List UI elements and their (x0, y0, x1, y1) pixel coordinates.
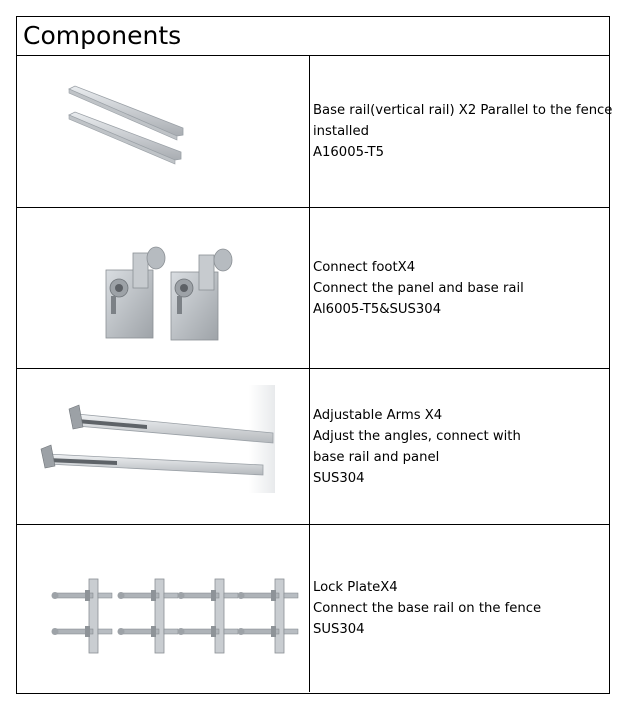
item-material: SUS304 (313, 622, 365, 637)
table-title: Components (23, 21, 182, 50)
description-cell (311, 525, 609, 692)
item-description-cont: base rail and panel (313, 449, 440, 465)
table-row (17, 56, 613, 208)
item-material: A16005-T5 (313, 145, 384, 160)
base-rail-icon (17, 56, 308, 206)
description-cell (311, 56, 613, 207)
item-material: SUS304 (313, 470, 365, 486)
item-description: Connect the base rail on the fence (313, 601, 542, 616)
adjustable-arm-icon (17, 369, 308, 523)
image-cell (17, 208, 310, 368)
item-description: installed (313, 124, 369, 139)
item-name: Connect footX4 (313, 259, 416, 275)
table-row (17, 208, 609, 369)
components-table (16, 16, 613, 694)
item-description: Connect the panel and base rail (313, 280, 524, 296)
table-row (17, 369, 609, 525)
lock-plate-icon (17, 525, 308, 690)
description-cell (311, 369, 609, 524)
item-material: Al6005-T5&SUS304 (313, 301, 442, 317)
item-name: Adjustable Arms X4 (313, 407, 443, 423)
item-description: Adjust the angles, connect with (313, 428, 521, 444)
description-cell (311, 208, 609, 368)
image-cell (17, 369, 310, 524)
item-name: Lock PlateX4 (313, 580, 398, 595)
image-cell (17, 56, 310, 207)
item-name: Base rail(vertical rail) X2 Parallel to the fence (313, 103, 613, 118)
table-row (17, 525, 609, 692)
table-header (17, 17, 609, 56)
image-cell (17, 525, 310, 692)
connect-foot-icon (17, 208, 308, 367)
